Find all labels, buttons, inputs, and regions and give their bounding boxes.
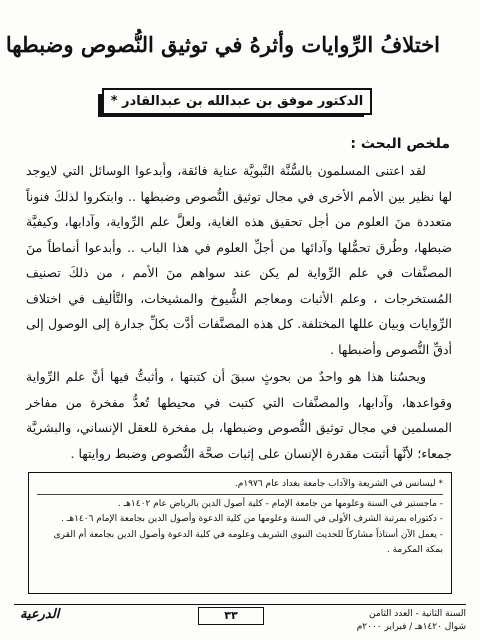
footer-issue-info <box>357 608 466 634</box>
footnote: - ماجستير في السنة وعلومها من جامعة الإمام - كلية أصول الدين بالرياض عام ١٤٠٢هـ . <box>117 498 443 509</box>
journal-logo: الدرعية <box>20 607 60 622</box>
abstract-heading: ملخص البحث : <box>350 136 450 152</box>
page-footer <box>14 604 466 636</box>
footnote: - دكتوراه بمرتبة الشرف الأولى في السنة وعلومها من كلية الدعوة وأصول الدين بجامعة الإمام ١٤٠٦هـ . <box>60 514 443 524</box>
footnotes-box <box>28 472 452 594</box>
issue-number: السنة الثانية - العدد الثامن <box>369 609 466 619</box>
page-number: ٣٣ <box>198 607 264 625</box>
abstract-body <box>26 158 452 466</box>
issue-date: شوال ١٤٢٠هـ / فبراير ٢٠٠٠م <box>356 622 466 632</box>
footnote: - يعمل الآن أستاذاً مشاركاً للحديث النبوي الشريف وعلومه في كلية الدعوة وأصول الدين بجامعة أم القرى بمكة المكرمة . <box>53 529 443 555</box>
footnote: * ليسانس في الشريعة والآداب جامعة بغداد عام ١٩٧٦م. <box>37 477 443 495</box>
article-title: اختلافُ الرِّوايات وأثرهُ في توثيق النُّصوص وضبطها <box>5 32 440 57</box>
abstract-paragraph: ويحسُنا هذا هو واحدٌ من بحوثٍ سبقَ أن كتبتها ، وأثبتُّ فيها أنَّ علم الرِّواية وقواعدها، وآدابها، والمصنَّفات التي كتبت في محيطها تُعدُّ مفخرة من مفاخر المسلمين في مجال توثيق النُّصوص وضبطها، بل مفخرة للعقل الإنساني، والبشريَّة جمعاء؛ لأنَّها أثبتت مقدرة الإنسان على إثبات صحَّة النُّصوص وضبط روايتها . <box>26 369 452 461</box>
footer-rule <box>14 604 466 605</box>
abstract-paragraph: لقد اعتنى المسلمون بالسُّنَّة النَّبويَّة عناية فائقة، وأبدعوا الوسائل التي لايوجد لها نظير بين الأمم الأخرى في مجال توثيق النُّصوص وضبطها .. وابتكروا لذلكَ فنوناً متعددة منَ العلوم من أجل تحقيق هذه الغاية، ولعلَّ علم الرِّواية، وآدابها، وكيفيَّة ضبطها، وطُرق تحمُّلها وآدائها من أجلِّ العلوم في هذا الباب .. وأبدعوا أنماطاً منَ المصنَّفات في علم الرِّواية لم يكن عند سواهم منَ الأمم ، من ذلكَ تصنيف المُستخرجات ، وعلم الأثبات ومعاجم الشُّيوخ والمشيخات، والتَّأليف في اختلاف الرِّوايات وبيان عللها المختلفة. كل هذه المصنَّفات أدَّت بكلِّ جدارة إلى الوصول إلى أدقِّ النُّصوص وأضبطها . <box>26 163 452 357</box>
author-box: الدكتور موفق بن عبدالله بن عبدالقادر * <box>102 88 372 115</box>
